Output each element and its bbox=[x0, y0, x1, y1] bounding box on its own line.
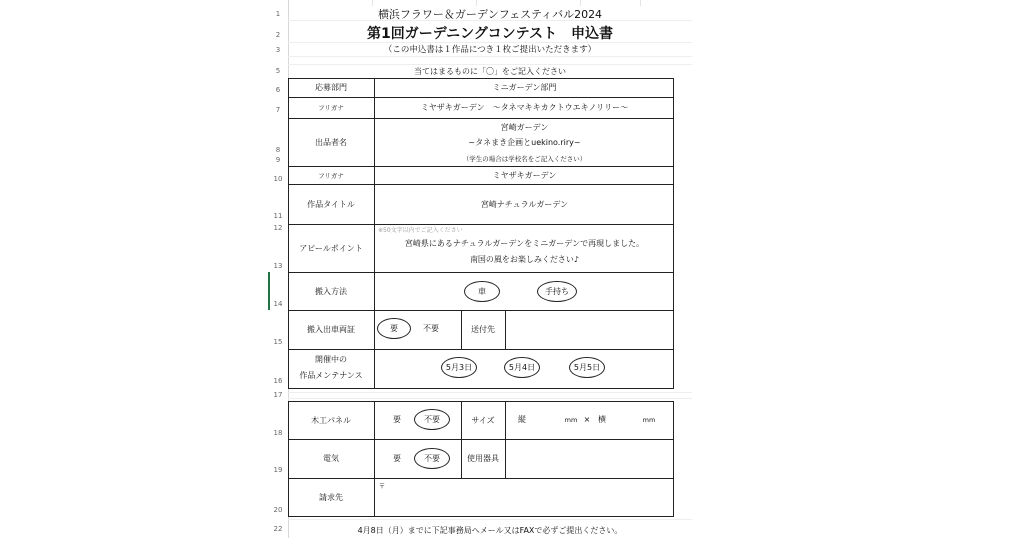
billing-value[interactable] bbox=[388, 480, 672, 515]
applicant-label: 出品者名 bbox=[315, 137, 347, 147]
appeal-hint: ※50文字以内でご記入ください bbox=[378, 227, 463, 234]
row-number[interactable]: 19 bbox=[273, 466, 283, 474]
applicant-name-line1[interactable]: 宮崎ガーデン bbox=[500, 122, 549, 132]
size-unit-mm: mm bbox=[564, 415, 578, 424]
wood-panel-yes-option[interactable]: 要 bbox=[393, 415, 401, 424]
row-number[interactable]: 6 bbox=[275, 86, 281, 94]
appeal-line2[interactable]: 南国の風をお楽しみください♪ bbox=[469, 254, 580, 264]
applicant-furigana-value[interactable]: ミヤザキガーデン ～タネマキキカクトウエキノリリー～ bbox=[420, 103, 629, 112]
category-label: 応募部門 bbox=[315, 83, 347, 92]
permit-no-option[interactable]: 不要 bbox=[423, 324, 439, 333]
row-divider bbox=[288, 349, 674, 350]
row-number[interactable]: 18 bbox=[273, 429, 283, 437]
permit-yes-option[interactable]: 要 bbox=[377, 318, 411, 339]
row-number[interactable]: 11 bbox=[273, 212, 283, 220]
send-to-label: 送付先 bbox=[471, 325, 495, 334]
permit-label: 搬入出車両証 bbox=[307, 325, 355, 334]
row-gridline bbox=[288, 398, 692, 399]
row-gridline bbox=[288, 64, 692, 65]
maintenance-label-line1: 開催中の bbox=[315, 355, 347, 364]
work-title-value[interactable]: 宮崎ナチュラルガーデン bbox=[480, 199, 569, 209]
row-number[interactable]: 1 bbox=[275, 10, 281, 18]
size-unit-mm: mm bbox=[642, 415, 656, 424]
equipment-value[interactable] bbox=[506, 439, 674, 478]
delivery-hand-option[interactable]: 手持ち bbox=[537, 281, 577, 302]
row-number[interactable]: 22 bbox=[273, 525, 283, 533]
row-number[interactable]: 17 bbox=[273, 391, 283, 399]
appeal-line1[interactable]: 宮崎県にあるナチュラルガーデンをミニガーデンで再現しました。 bbox=[404, 238, 645, 248]
size-label: サイズ bbox=[471, 415, 495, 425]
form-subtitle: （この申込書は１作品につき１枚ご提出いただきます） bbox=[383, 45, 597, 55]
event-name: 横浜フラワー＆ガーデンフェスティバル2024 bbox=[377, 8, 603, 21]
billing-label: 請求先 bbox=[319, 493, 343, 502]
power-yes-option[interactable]: 要 bbox=[393, 454, 401, 463]
row-gridline bbox=[288, 519, 692, 520]
equipment-label: 使用器具 bbox=[467, 454, 499, 463]
row-number[interactable]: 16 bbox=[273, 377, 283, 385]
maintenance-date-3[interactable]: 5月5日 bbox=[569, 357, 605, 378]
title-furigana-label: フリガナ bbox=[318, 171, 344, 180]
row-gridline bbox=[288, 392, 692, 393]
maintenance-date-1[interactable]: 5月3日 bbox=[441, 357, 477, 378]
label-divider bbox=[374, 401, 375, 517]
postal-mark: 〒 bbox=[378, 481, 386, 490]
row-number[interactable]: 15 bbox=[273, 338, 283, 346]
wood-panel-label: 木工パネル bbox=[311, 415, 351, 425]
row-gridline bbox=[288, 56, 692, 57]
applicant-name-line2[interactable]: ~タネまき企画とuekino.riry~ bbox=[468, 137, 581, 147]
wood-panel-no-option[interactable]: 不要 bbox=[414, 409, 450, 430]
maintenance-date-2[interactable]: 5月4日 bbox=[504, 357, 540, 378]
power-no-option[interactable]: 不要 bbox=[414, 448, 450, 469]
instruction-text: 当てはまるものに「〇」をご記入ください bbox=[414, 67, 566, 76]
applicant-furigana-label: フリガナ bbox=[318, 104, 344, 112]
spreadsheet-page bbox=[268, 0, 692, 538]
size-vertical-label: 縦 bbox=[518, 415, 526, 424]
work-title-label: 作品タイトル bbox=[307, 199, 355, 209]
row-number[interactable]: 7 bbox=[275, 106, 281, 114]
applicant-note: （学生の場合は学校名をご記入ください） bbox=[462, 154, 587, 163]
row-number[interactable]: 20 bbox=[273, 506, 283, 514]
appeal-label: アピールポイント bbox=[299, 243, 363, 253]
title-furigana-value[interactable]: ミヤザキガーデン bbox=[492, 170, 557, 180]
category-value[interactable]: ミニガーデン部門 bbox=[492, 83, 557, 92]
power-label: 電気 bbox=[323, 454, 339, 463]
row-number[interactable]: 9 bbox=[275, 156, 281, 164]
row-number[interactable]: 13 bbox=[273, 262, 283, 270]
row-number[interactable]: 8 bbox=[275, 146, 281, 154]
delivery-car-option[interactable]: 車 bbox=[464, 281, 500, 302]
submission-deadline-note: 4月8日（月）までに下記事務局へメール又はFAXで必ずご提出ください。 bbox=[357, 526, 623, 535]
size-horizontal-label: 横 bbox=[598, 415, 606, 424]
form-title: 第1回ガーデニングコンテスト 申込書 bbox=[366, 26, 614, 42]
row-number[interactable]: 10 bbox=[273, 175, 283, 183]
size-times-sign: × bbox=[583, 415, 591, 424]
row-number[interactable]: 12 bbox=[273, 224, 283, 232]
delivery-label: 搬入方法 bbox=[315, 286, 347, 296]
maintenance-label-line2: 作品メンテナンス bbox=[299, 371, 363, 380]
row-number[interactable]: 5 bbox=[275, 67, 281, 75]
row-number[interactable]: 2 bbox=[275, 31, 281, 39]
row-number[interactable]: 14 bbox=[273, 300, 283, 308]
send-to-value[interactable] bbox=[506, 310, 674, 349]
row-number[interactable]: 3 bbox=[275, 46, 281, 54]
row-header bbox=[268, 0, 289, 538]
